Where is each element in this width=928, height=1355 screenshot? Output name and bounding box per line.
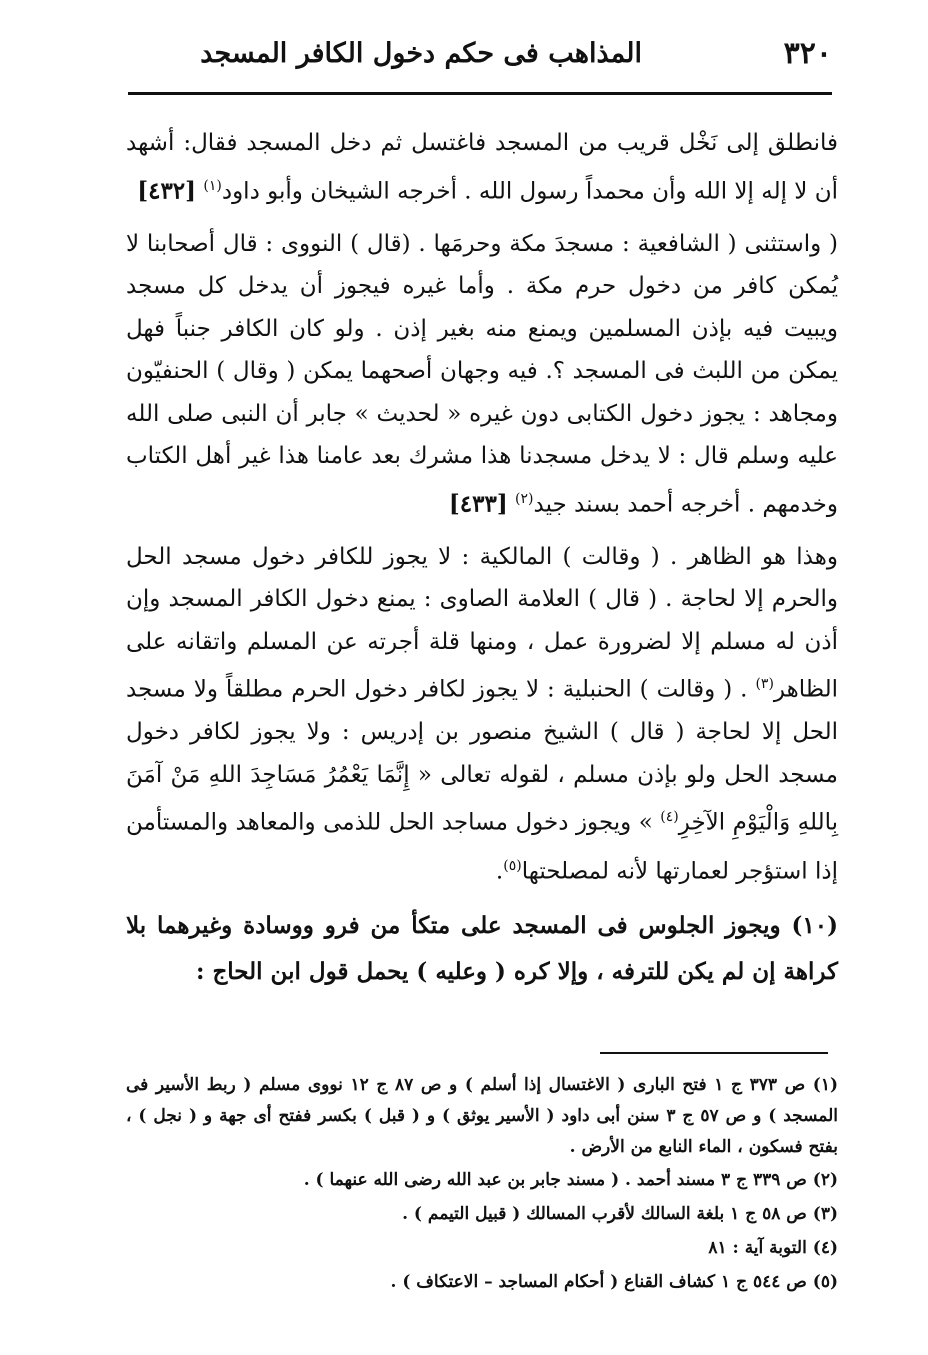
- paragraph-text: فانطلق إلى نَخْل قريب من المسجد فاغتسل ثم دخل المسجد فقال: أشهد أن لا إله إلا الله وأن محمداً رسول الله . أخرجه الشيخان وأبو داود: [126, 130, 838, 205]
- running-title: المذاهب فى حكم دخول الكافر المسجد: [200, 38, 642, 69]
- footnote-marker: (٣): [755, 676, 774, 693]
- reference-number: [٤٣٢]: [137, 177, 197, 205]
- page-number: ٣٢٠: [783, 36, 832, 71]
- paragraph-text: ( واستثنى ( الشافعية : مسجدَ مكة وحرمَها . (قال ) النووى : قال أصحابنا لا يُمكن كافر من دخول حرم مكة . وأما غيره فيجوز أن يدخل كل مسجد ويبيت فيه بإذن المسلمين ويمنع منه بغير إذن . ولو كان الكافر جنباً فهل يمكن من اللبث فى المسجد ؟. فيه وجهان أصحهما يمكن ( وقال ) الحنفيّون ومجاهد : يجوز دخول الكتابى دون غيره « لحديث » جابر أن النبى صلى الله عليه وسلم قال : لا يدخل مسجدنا هذا مشرك بعد عامنا هذا غير أهل الكتاب وخدمهم . أخرجه أحمد بسند جيد: [126, 230, 838, 518]
- footnote-marker: (٢): [515, 490, 534, 507]
- paragraph-text: وهذا هو الظاهر . ( وقالت ) المالكية : لا يجوز للكافر دخول مسجد الحل والحرم إلا لحاجة . ( قال ) العلامة الصاوى : يمنع دخول الكافر المسجد وإن أذن له مسلم إلا لضرورة عمل ، ومنها قلة أجرته عن المسلم واتقانه على الظاهر: [126, 543, 838, 703]
- footnote-4: (٤) التوبة آية : ٨١: [708, 1238, 838, 1258]
- paragraph-text-continued: . ( وقالت ) الحنبلية : لا يجوز لكافر دخول الحرم مطلقاً ولا مسجد الحل إلا لحاجة ( قال ) الشيخ منصور بن إدريس : ولا يجوز لكافر دخول مسجد الحل ولو بإذن مسلم ، لقوله تعالى « إِنَّمَا يَعْمُرُ مَسَاجِدَ اللهِ مَنْ آمَنَ بِاللهِ وَالْيَوْمِ الآخِرِ: [126, 676, 838, 837]
- header-rule: [128, 92, 832, 95]
- page-header: [130, 34, 832, 82]
- reference-number: [٤٣٣]: [448, 490, 508, 518]
- footnote-marker: (٤): [660, 809, 679, 826]
- paragraph-end: .: [495, 858, 504, 885]
- paragraph-3: [126, 536, 838, 893]
- paragraph-4: [126, 903, 838, 995]
- footnote-1: (١) ص ٣٧٣ ج ١ فتح البارى ( الاغتسال إذا أسلم ) و ص ٨٧ ج ١٢ نووى مسلم ( ربط الأسير فى المسجد ) و ص ٥٧ ج ٣ سنن أبى داود ( الأسير يوثق ) و ( قبل ) بكسر ففتح أى جهة و ( نجل ) ، بفتح فسكون ، الماء النابع من الأرض .: [126, 1075, 839, 1157]
- body-text: [126, 122, 838, 1005]
- footnotes: [126, 1070, 838, 1299]
- paragraph-2: [126, 223, 838, 526]
- paragraph-1: [126, 122, 838, 213]
- footnote-2: (٢) ص ٣٣٩ ج ٣ مسند أحمد . ( مسند جابر بن عبد الله رضى الله عنهما ) .: [303, 1170, 838, 1190]
- paragraph-text: (١٠) ويجوز الجلوس فى المسجد على متكأ من فرو ووسادة وغيرهما بلا كراهة إن لم يكن للترفه ، وإلا كره ( وعليه ) يحمل قول ابن الحاج :: [126, 911, 838, 985]
- footnote-marker: (٥): [503, 857, 522, 874]
- footnote-marker: (١): [203, 177, 222, 194]
- footnote-rule: [600, 1052, 828, 1054]
- footnote-3: (٣) ص ٥٨ ج ١ بلغة السالك لأقرب المسالك ( قبيل التيمم ) .: [402, 1204, 838, 1224]
- footnote-5: (٥) ص ٥٤٤ ج ١ كشاف القناع ( أحكام المساجد – الاعتكاف ) .: [390, 1272, 838, 1292]
- paragraph-text-continued: » ويجوز دخول مساجد الحل للذمى والمعاهد والمستأمن إذا استؤجر لعمارتها لأنه لمصلحتها: [126, 810, 838, 885]
